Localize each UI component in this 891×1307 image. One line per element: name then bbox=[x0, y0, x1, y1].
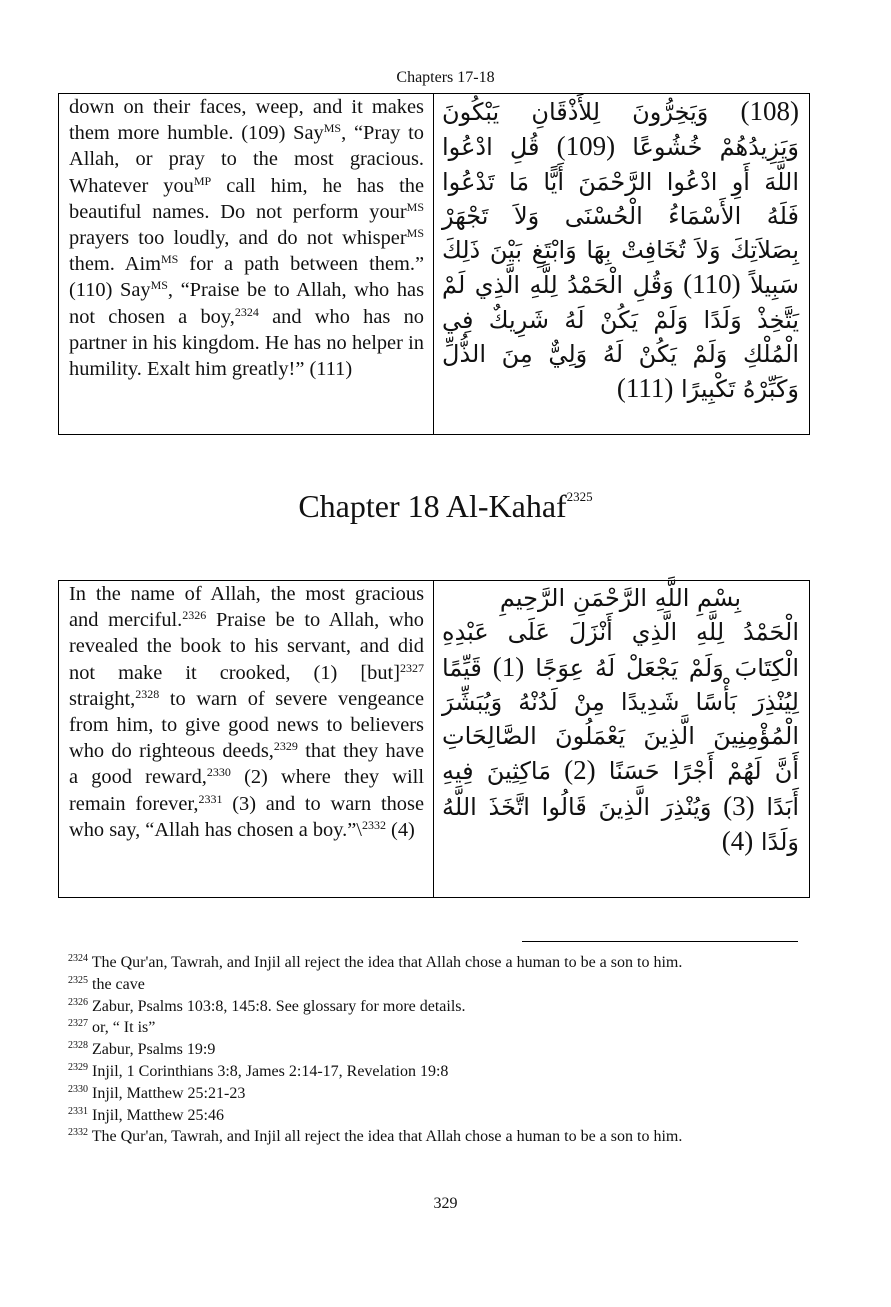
footnote-text: Zabur, Psalms 103:8, 145:8. See glossary for more details. bbox=[88, 997, 466, 1015]
verse-number: (4) bbox=[721, 826, 754, 857]
footnote-divider bbox=[522, 941, 798, 942]
chapter-title-text: Chapter 18 Al-Kahaf bbox=[298, 488, 567, 524]
footnote-number: 2331 bbox=[68, 1105, 88, 1117]
footnote-number: 2328 bbox=[68, 1040, 88, 1052]
text-run: Praise be to Allah, who revealed the book to his servant, and did not make it crooked, (1) [but] bbox=[69, 609, 424, 684]
footnote-text: or, “ It is” bbox=[88, 1019, 156, 1037]
text-run: down on their faces, weep, and it makes them more humble. (109) Say bbox=[69, 96, 424, 145]
footnote-ref: 2330 bbox=[206, 765, 231, 780]
footnote-number: 2330 bbox=[68, 1083, 88, 1095]
footnote bbox=[68, 1126, 798, 1148]
text-run: (2) where they will remain forever, bbox=[69, 766, 424, 815]
footnote bbox=[68, 1105, 798, 1127]
text-run: and who has no partner in his kingdom. He has no helper in humility. Exalt him greatly!” (111) bbox=[69, 305, 424, 381]
text-run: them. Aim bbox=[69, 253, 161, 276]
chapter-title bbox=[0, 488, 891, 525]
footnote bbox=[68, 1061, 798, 1083]
footnote-ref: 2325 bbox=[566, 489, 593, 504]
verse-number: (108) bbox=[740, 96, 799, 126]
page-number: 329 bbox=[433, 1195, 458, 1212]
footnote-number: 2332 bbox=[68, 1127, 88, 1139]
footnote-number: 2327 bbox=[68, 1018, 88, 1030]
text-run: straight, bbox=[69, 687, 136, 710]
footnote bbox=[68, 1039, 798, 1061]
text-run: الْحَمْدُ لِلَّهِ الَّذِي أَنْزَلَ عَلَى عَبْدِهِ الْكِتَابَ وَلَمْ يَجْعَلْ لَهُ عِوَجًا bbox=[442, 618, 799, 682]
footnote-ref: 2328 bbox=[135, 686, 160, 701]
footnote bbox=[68, 1017, 798, 1039]
english-translation bbox=[59, 581, 433, 843]
text-run: to warn of severe vengeance from him, to give good news to believers who do righteous deeds, bbox=[69, 687, 424, 763]
text-run: , “Praise be to Allah, who has not chosen a boy, bbox=[69, 279, 425, 328]
footnote-number: 2329 bbox=[68, 1061, 88, 1073]
footnote-text: Zabur, Psalms 19:9 bbox=[88, 1041, 216, 1059]
running-head: Chapters 17-18 bbox=[396, 69, 495, 86]
verse-number: (110) bbox=[683, 269, 741, 300]
verse-number: (1) bbox=[492, 651, 525, 682]
footnote-ref: 2331 bbox=[198, 791, 223, 806]
footnote-text: the cave bbox=[88, 975, 145, 993]
text-run: وَيَخِرُّونَ لِلأَذْقَانِ يَبْكُونَ وَيَزِيدُهُمْ خُشُوعًا bbox=[442, 98, 799, 162]
text-run: for a path between them.” (110) Say bbox=[69, 253, 425, 302]
english-translation bbox=[59, 94, 433, 382]
text-run: call him, he has the beautiful names. Do not perform your bbox=[69, 174, 424, 223]
footnote-ref: 2326 bbox=[182, 608, 207, 623]
footnote-text: The Qur'an, Tawrah, and Injil all reject the idea that Allah chose a human to be a son to him. bbox=[88, 1128, 683, 1146]
verse-number: (2) bbox=[564, 755, 596, 786]
text-run: that they have a good reward, bbox=[69, 740, 424, 789]
arabic-column bbox=[434, 581, 810, 898]
footnote-ref: 2324 bbox=[234, 304, 259, 319]
passage-table-chapter-17 bbox=[58, 93, 810, 435]
text-run: In the name of Allah, the most gracious and merciful. bbox=[69, 583, 424, 632]
footnote-number: 2325 bbox=[68, 974, 88, 986]
passage-table-chapter-18 bbox=[58, 580, 810, 898]
bismillah: بِسْمِ اللَّهِ الرَّحْمَنِ الرَّحِيمِ bbox=[499, 584, 742, 612]
verse-number: (111) bbox=[616, 373, 674, 404]
text-run: (4) bbox=[385, 818, 415, 841]
text-run: قُلِ ادْعُوا اللَّهَ أَوِ ادْعُوا الرَّحْمَنَ أَيًّا مَا تَدْعُوا فَلَهُ الأَسْمَاءُ الْحُسْنَى وَلاَ تَجْهَرْ بِصَلاَتِكَ وَلاَ تُخَافِتْ بِهَا وَابْتَغِ بَيْنَ ذَلِكَ سَبِيلاً bbox=[442, 133, 799, 300]
text-run: وَقُلِ الْحَمْدُ لِلَّهِ الَّذِي لَمْ يَتَّخِذْ وَلَدًا وَلَمْ يَكُنْ لَهُ شَرِيكٌ فِي الْمُلْكِ وَلَمْ يَكُنْ لَهُ وَلِيٌّ مِنَ الذُّلِّ وَكَبِّرْهُ تَكْبِيرًا bbox=[442, 271, 799, 404]
footnote-text: Injil, Matthew 25:46 bbox=[88, 1106, 224, 1124]
arabic-column bbox=[434, 94, 810, 435]
footnote-ref: 2329 bbox=[273, 739, 298, 754]
pronoun-marker: MS bbox=[406, 199, 424, 214]
footnote bbox=[68, 952, 798, 974]
arabic-verses bbox=[434, 94, 809, 407]
pronoun-marker: MS bbox=[406, 226, 424, 241]
pronoun-marker: MS bbox=[150, 278, 168, 293]
footnote-text: Injil, Matthew 25:21-23 bbox=[88, 1084, 246, 1102]
text-run: قَيِّمًا لِيُنْذِرَ بَأْسًا شَدِيدًا مِنْ لَدُنْهُ وَيُبَشِّرَ الْمُؤْمِنِينَ الَّذِينَ يَعْمَلُونَ الصَّالِحَاتِ أَنَّ لَهُمْ أَجْرًا حَسَنًا bbox=[442, 653, 800, 786]
arabic-verses bbox=[434, 581, 809, 859]
footnote-number: 2324 bbox=[68, 953, 88, 964]
footnote bbox=[68, 1083, 798, 1105]
text-run: , “Pray to Allah, or pray to the most gracious. Whatever you bbox=[69, 122, 424, 197]
footnote-number: 2326 bbox=[68, 996, 88, 1008]
verse-number: (3) bbox=[723, 790, 755, 821]
footnote bbox=[68, 974, 798, 996]
verse-number: (109) bbox=[556, 131, 616, 162]
footnote-ref: 2327 bbox=[400, 660, 424, 675]
footnote-ref: 2332 bbox=[361, 817, 386, 832]
text-run: مَاكِثِينَ فِيهِ أَبَدًا bbox=[442, 757, 799, 821]
footnote-text: Injil, 1 Corinthians 3:8, James 2:14-17, Revelation 19:8 bbox=[88, 1062, 449, 1080]
footnotes bbox=[68, 952, 798, 1148]
text-run: وَيُنْذِرَ الَّذِينَ قَالُوا اتَّخَذَ اللَّهُ وَلَدًا bbox=[442, 792, 799, 857]
text-run: prayers too loudly, and do not whisper bbox=[69, 227, 407, 250]
footnote-text: The Qur'an, Tawrah, and Injil all reject the idea that Allah chose a human to be a son to him. bbox=[88, 954, 683, 971]
pronoun-marker: MS bbox=[323, 121, 342, 136]
english-column bbox=[59, 581, 434, 898]
english-column bbox=[59, 94, 434, 435]
arabic-verse-text bbox=[442, 618, 799, 856]
pronoun-marker: MP bbox=[193, 173, 212, 188]
text-run: (3) and to warn those who say, “Allah has chosen a boy.”\ bbox=[69, 792, 424, 841]
pronoun-marker: MS bbox=[160, 252, 179, 267]
footnote bbox=[68, 996, 798, 1018]
